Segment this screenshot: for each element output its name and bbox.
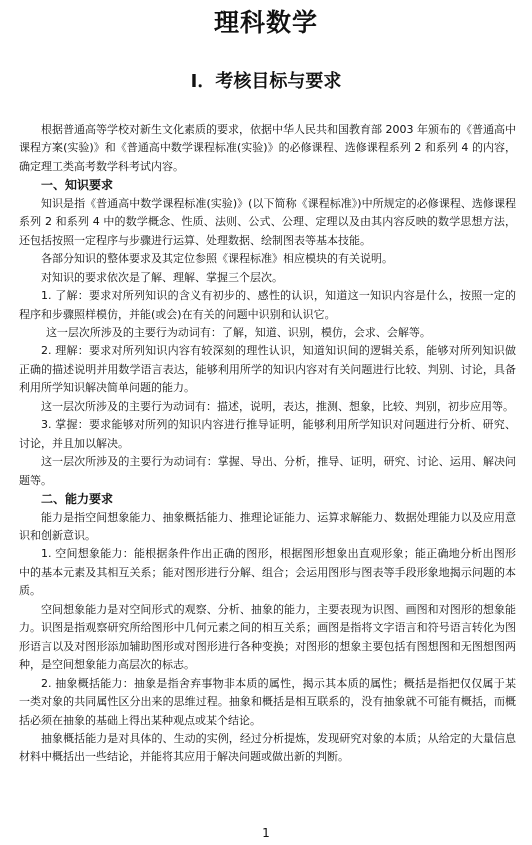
knowledge-paragraph-verbs-2: 这一层次所涉及的主要行为动词有：描述，说明，表达，推测、想象，比较、判别，初步应用等。: [41, 399, 514, 413]
page-number: 1: [262, 826, 270, 840]
knowledge-paragraph-comprehend-level: 2. 理解：要求对所列知识内容有较深刻的理性认识，知道知识间的逻辑关系，能够对所列知识做正确的描述说明并用数学语言表达，能够利用所学的知识内容对有关问题进行比较、判别、讨论，具备利用所学知识解决简单问题的能力。: [19, 344, 516, 395]
knowledge-paragraph-1: 知识是指《普通高中数学课程标准(实验)》(以下简称《课程标准》)中所规定的必修课程、选修课程系列 2 和系列 4 中的数学概念、性质、法则、公式、公理、定理以及由其内容反映的数学思想方法，还包括按照一定程序与步骤进行运算、处理数据、绘制图表等基本技能。: [19, 196, 516, 247]
document-body: [19, 121, 516, 767]
ability-paragraph-spatial-detail: 空间想象能力是对空间形式的观察、分析、抽象的能力，主要表现为识图、画图和对图形的想象能力。识图是指观察研究所给图形中几何元素之间的相互关系；画图是指将文字语言和符号语言转化为图形语言以及对图形添加辅助图形或对图形进行各种变换；对图形的想象主要包括有图想图和无图想图两种，是空间想象能力高层次的标志。: [19, 602, 516, 672]
knowledge-paragraph-3: 对知识的要求依次是了解、理解、掌握三个层次。: [41, 270, 283, 284]
heading-knowledge-requirements: 一、知识要求: [41, 178, 114, 193]
knowledge-paragraph-verbs-1: 这一层次所涉及的主要行为动词有：了解，知道、识别，模仿，会求、会解等。: [45, 325, 431, 339]
knowledge-paragraph-master-level: 3. 掌握：要求能够对所列的知识内容进行推导证明，能够利用所学知识对问题进行分析、研究、讨论，并且加以解决。: [19, 418, 516, 450]
ability-paragraph-1: 能力是指空间想象能力、抽象概括能力、推理论证能力、运算求解能力、数据处理能力以及应用意识和创新意识。: [19, 510, 516, 542]
ability-paragraph-spatial: 1. 空间想象能力：能根据条件作出正确的图形，根据图形想象出直观形象；能正确地分析出图形中的基本元素及其相互关系；能对图形进行分解、组合；会运用图形与图表等手段形象地揭示问题的本质。: [19, 547, 516, 598]
knowledge-paragraph-2: 各部分知识的整体要求及其定位参照《课程标准》相应模块的有关说明。: [41, 252, 393, 266]
heading-ability-requirements: 二、能力要求: [41, 492, 114, 507]
document-title: 理科数学: [213, 8, 318, 37]
section-title: Ⅰ．考核目标与要求: [190, 71, 342, 92]
intro-paragraph: 根据普通高等学校对新生文化素质的要求，依据中华人民共和国教育部 2003 年颁布的《普通高中课程方案(实验)》和《普通高中数学课程标准(实验)》的必修课程、选修课程系列 2 和系列 4 的内容，确定理工类高考数学科考试内容。: [19, 123, 516, 173]
knowledge-paragraph-verbs-3: 这一层次所涉及的主要行为动词有：掌握、导出、分析，推导、证明，研究、讨论、运用、解决问题等。: [19, 455, 516, 487]
ability-paragraph-abstraction-detail: 抽象概括能力是对具体的、生动的实例，经过分析提炼，发现研究对象的本质；从给定的大量信息材料中概括出一些结论，并能将其应用于解决问题或做出新的判断。: [19, 731, 516, 764]
knowledge-paragraph-understand-level: 1. 了解：要求对所列知识的含义有初步的、感性的认识，知道这一知识内容是什么，按照一定的程序和步骤照样模仿，并能(或会)在有关的问题中识别和认识它。: [19, 289, 516, 321]
ability-paragraph-abstraction: 2. 抽象概括能力：抽象是指舍弃事物非本质的属性，揭示其本质的属性；概括是指把仅仅属于某一类对象的共同属性区分出来的思维过程。抽象和概括是相互联系的，没有抽象就不可能有概括，而概括必须在抽象的基础上得出某种观点或某个结论。: [19, 676, 516, 727]
